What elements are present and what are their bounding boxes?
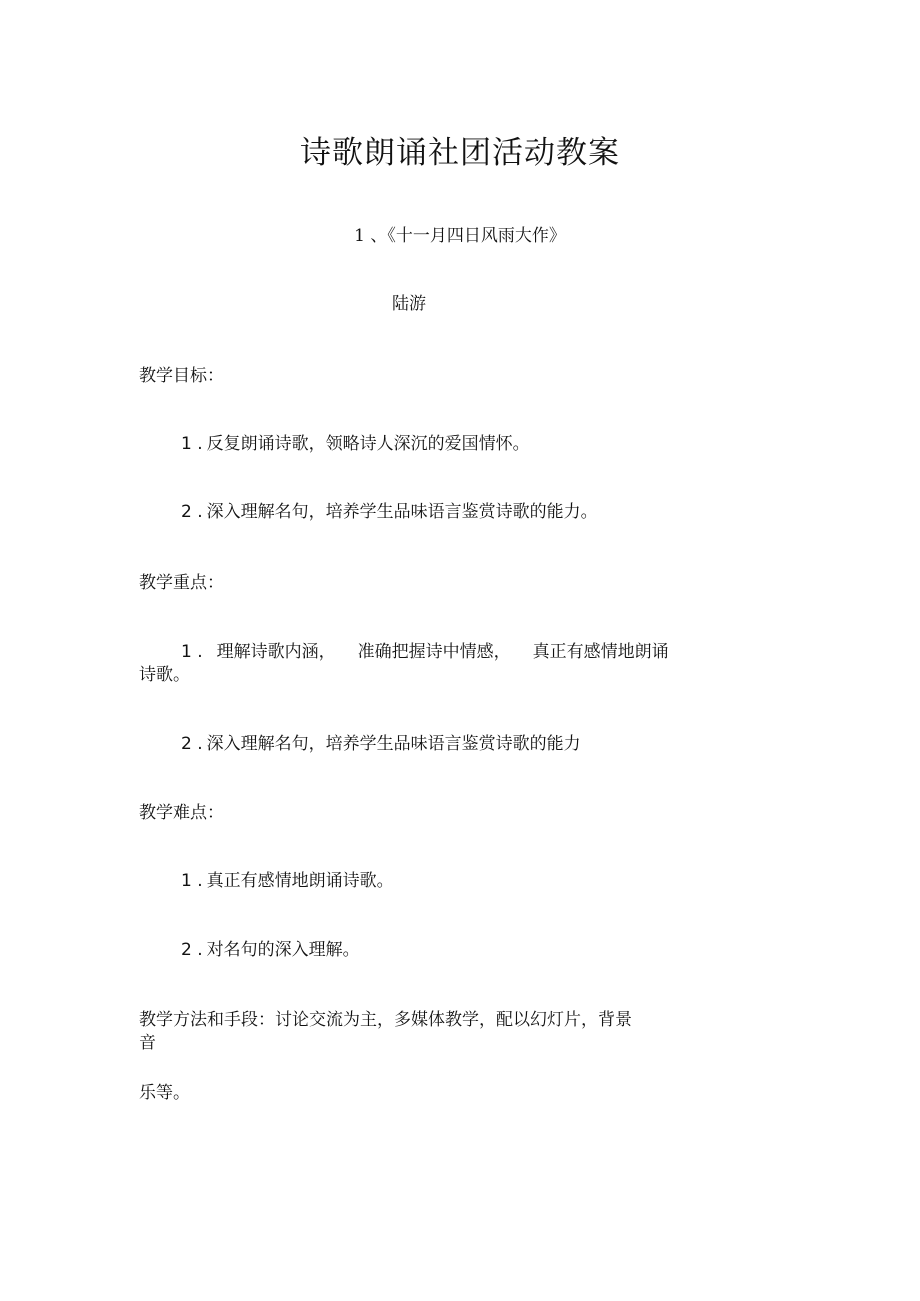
key-points-heading: 教学重点： bbox=[139, 573, 224, 593]
difficulties-heading: 教学难点： bbox=[139, 803, 224, 823]
document-title: 诗歌朗诵社团活动教案 bbox=[300, 135, 620, 171]
key-point-item-2-number: 2 . bbox=[181, 734, 203, 754]
difficulty-item-1-number: 1 . bbox=[181, 871, 203, 891]
key-point-item-1 bbox=[181, 644, 669, 661]
difficulty-item-1 bbox=[181, 873, 394, 890]
methods-line-3: 乐等。 bbox=[139, 1083, 190, 1103]
difficulty-item-2 bbox=[181, 942, 360, 959]
goal-item-2-text: 深入理解名句，培养学生品味语言鉴赏诗歌的能力。 bbox=[206, 502, 598, 522]
key-point-item-2-text: 深入理解名句，培养学生品味语言鉴赏诗歌的能力 bbox=[206, 734, 581, 754]
key-point-item-1-continuation: 诗歌。 bbox=[139, 665, 190, 685]
poem-title: 1 、《十一月四日风雨大作》 bbox=[354, 226, 566, 246]
methods-line-1: 教学方法和手段：讨论交流为主，多媒体教学，配以幻灯片，背景 bbox=[139, 1010, 632, 1030]
difficulty-item-1-text: 真正有感情地朗诵诗歌。 bbox=[206, 871, 394, 891]
goal-item-2-number: 2 . bbox=[181, 502, 203, 522]
key-point-item-2 bbox=[181, 736, 581, 753]
methods-line-2: 音 bbox=[139, 1033, 156, 1053]
goal-item-2 bbox=[181, 504, 598, 521]
difficulty-item-2-number: 2 . bbox=[181, 940, 203, 960]
difficulty-item-2-text: 对名句的深入理解。 bbox=[206, 940, 360, 960]
key-point-item-1-text-a: 理解诗歌内涵， bbox=[216, 642, 336, 662]
goal-item-1-text: 反复朗诵诗歌，领略诗人深沉的爱国情怀。 bbox=[206, 434, 530, 454]
poem-author: 陆游 bbox=[392, 294, 426, 314]
goal-item-1 bbox=[181, 436, 530, 453]
goals-heading: 教学目标： bbox=[139, 366, 224, 386]
key-point-item-1-number: 1 . bbox=[181, 642, 203, 662]
goal-item-1-number: 1 . bbox=[181, 434, 203, 454]
key-point-item-1-text-c: 真正有感情地朗诵 bbox=[532, 642, 669, 662]
key-point-item-1-text-b: 准确把握诗中情感， bbox=[357, 642, 511, 662]
